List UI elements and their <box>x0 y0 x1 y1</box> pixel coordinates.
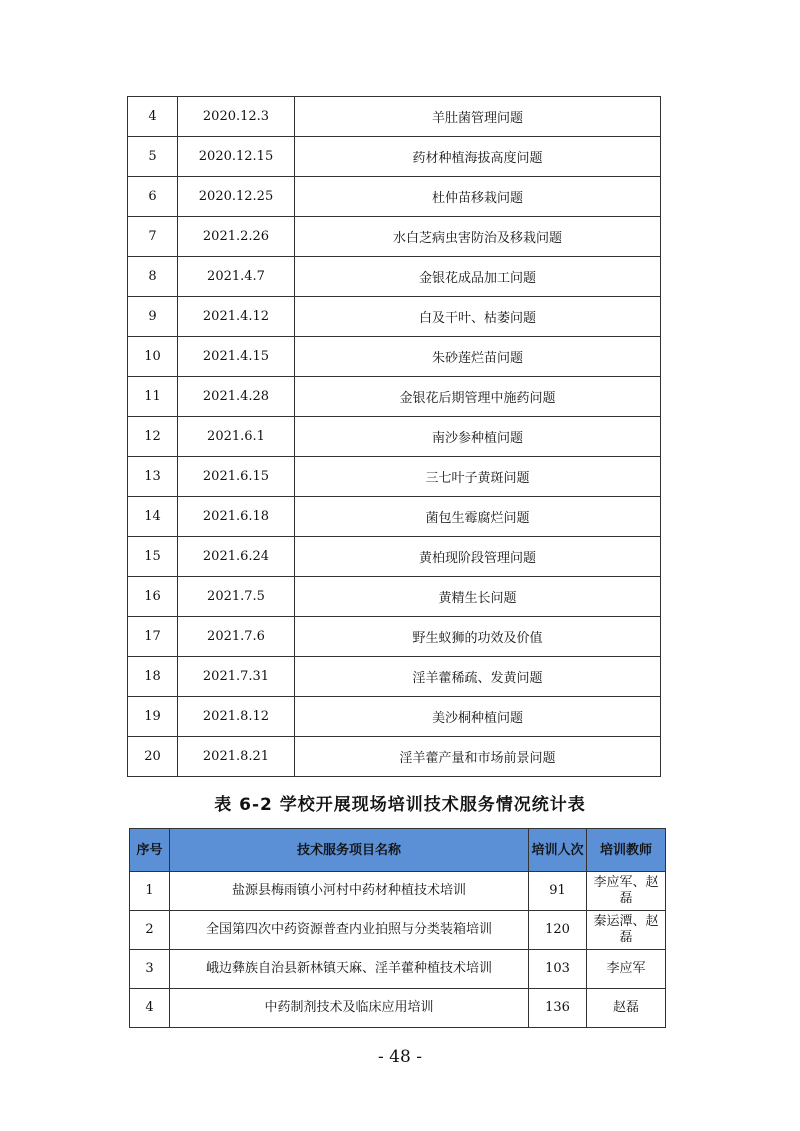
row-topic: 金银花后期管理中施药问题 <box>295 377 661 417</box>
row-trainee-count: 103 <box>529 950 587 989</box>
table-row <box>128 337 661 377</box>
row-number: 9 <box>128 297 178 337</box>
table-row <box>128 617 661 657</box>
row-date: 2021.6.15 <box>178 457 295 497</box>
row-date: 2021.4.28 <box>178 377 295 417</box>
row-topic: 黄精生长问题 <box>295 577 661 617</box>
page-number: - 48 - <box>378 1047 422 1067</box>
row-number: 8 <box>128 257 178 297</box>
row-project-name: 盐源县梅雨镇小河村中药材种植技术培训 <box>170 872 529 911</box>
row-topic: 朱砂莲烂苗问题 <box>295 337 661 377</box>
table-row <box>130 989 666 1028</box>
table-row <box>128 257 661 297</box>
row-number: 19 <box>128 697 178 737</box>
table-row <box>128 177 661 217</box>
row-date: 2021.2.26 <box>178 217 295 257</box>
row-number: 7 <box>128 217 178 257</box>
table-row <box>128 377 661 417</box>
row-number: 1 <box>130 872 170 911</box>
row-topic: 金银花成品加工问题 <box>295 257 661 297</box>
table-header-row <box>130 829 666 872</box>
row-topic: 杜仲苗移栽问题 <box>295 177 661 217</box>
table-row <box>128 97 661 137</box>
row-date: 2021.8.21 <box>178 737 295 777</box>
row-date: 2021.4.7 <box>178 257 295 297</box>
row-number: 14 <box>128 497 178 537</box>
table-row <box>128 537 661 577</box>
row-number: 4 <box>130 989 170 1028</box>
header-teacher: 培训教师 <box>587 829 666 872</box>
row-date: 2020.12.3 <box>178 97 295 137</box>
table-row <box>130 950 666 989</box>
row-number: 10 <box>128 337 178 377</box>
table-row <box>128 217 661 257</box>
row-project-name: 中药制剂技术及临床应用培训 <box>170 989 529 1028</box>
row-number: 20 <box>128 737 178 777</box>
consultation-table <box>127 96 661 777</box>
row-date: 2021.7.6 <box>178 617 295 657</box>
row-number: 17 <box>128 617 178 657</box>
table-row <box>130 872 666 911</box>
row-date: 2021.4.15 <box>178 337 295 377</box>
row-trainee-count: 120 <box>529 911 587 950</box>
row-trainee-count: 136 <box>529 989 587 1028</box>
table-row <box>128 137 661 177</box>
table-row <box>128 577 661 617</box>
row-teacher: 李应军 <box>587 950 666 989</box>
row-project-name: 全国第四次中药资源普查内业拍照与分类装箱培训 <box>170 911 529 950</box>
table-row <box>128 457 661 497</box>
row-number: 4 <box>128 97 178 137</box>
training-table <box>129 828 666 1028</box>
table-row <box>128 657 661 697</box>
row-topic: 南沙参种植问题 <box>295 417 661 457</box>
row-number: 3 <box>130 950 170 989</box>
row-topic: 淫羊藿稀疏、发黄问题 <box>295 657 661 697</box>
table-row <box>128 297 661 337</box>
row-number: 15 <box>128 537 178 577</box>
table-caption: 表 6-2 学校开展现场培训技术服务情况统计表 <box>214 795 586 815</box>
row-number: 2 <box>130 911 170 950</box>
header-project-name: 技术服务项目名称 <box>170 829 529 872</box>
row-date: 2021.6.1 <box>178 417 295 457</box>
header-trainee-count: 培训人次 <box>529 829 587 872</box>
row-topic: 野生蚁狮的功效及价值 <box>295 617 661 657</box>
row-topic: 黄柏现阶段管理问题 <box>295 537 661 577</box>
row-teacher: 秦运潭、赵磊 <box>587 911 666 950</box>
table-row <box>130 911 666 950</box>
row-date: 2021.8.12 <box>178 697 295 737</box>
row-trainee-count: 91 <box>529 872 587 911</box>
row-date: 2021.4.12 <box>178 297 295 337</box>
row-number: 13 <box>128 457 178 497</box>
row-topic: 菌包生霉腐烂问题 <box>295 497 661 537</box>
row-date: 2020.12.15 <box>178 137 295 177</box>
row-date: 2020.12.25 <box>178 177 295 217</box>
row-number: 6 <box>128 177 178 217</box>
row-topic: 羊肚菌管理问题 <box>295 97 661 137</box>
row-topic: 美沙桐种植问题 <box>295 697 661 737</box>
table-row <box>128 697 661 737</box>
table-row <box>128 737 661 777</box>
row-project-name: 峨边彝族自治县新林镇天麻、淫羊藿种植技术培训 <box>170 950 529 989</box>
row-topic: 白及干叶、枯萎问题 <box>295 297 661 337</box>
row-topic: 水白芝病虫害防治及移栽问题 <box>295 217 661 257</box>
table-row <box>128 417 661 457</box>
row-date: 2021.7.5 <box>178 577 295 617</box>
row-topic: 三七叶子黄斑问题 <box>295 457 661 497</box>
row-number: 18 <box>128 657 178 697</box>
row-topic: 药材种植海拔高度问题 <box>295 137 661 177</box>
row-date: 2021.6.18 <box>178 497 295 537</box>
table-row <box>128 497 661 537</box>
row-teacher: 赵磊 <box>587 989 666 1028</box>
row-number: 12 <box>128 417 178 457</box>
row-number: 11 <box>128 377 178 417</box>
row-date: 2021.6.24 <box>178 537 295 577</box>
row-topic: 淫羊藿产量和市场前景问题 <box>295 737 661 777</box>
row-number: 5 <box>128 137 178 177</box>
row-teacher: 李应军、赵磊 <box>587 872 666 911</box>
row-number: 16 <box>128 577 178 617</box>
row-date: 2021.7.31 <box>178 657 295 697</box>
header-number: 序号 <box>130 829 170 872</box>
